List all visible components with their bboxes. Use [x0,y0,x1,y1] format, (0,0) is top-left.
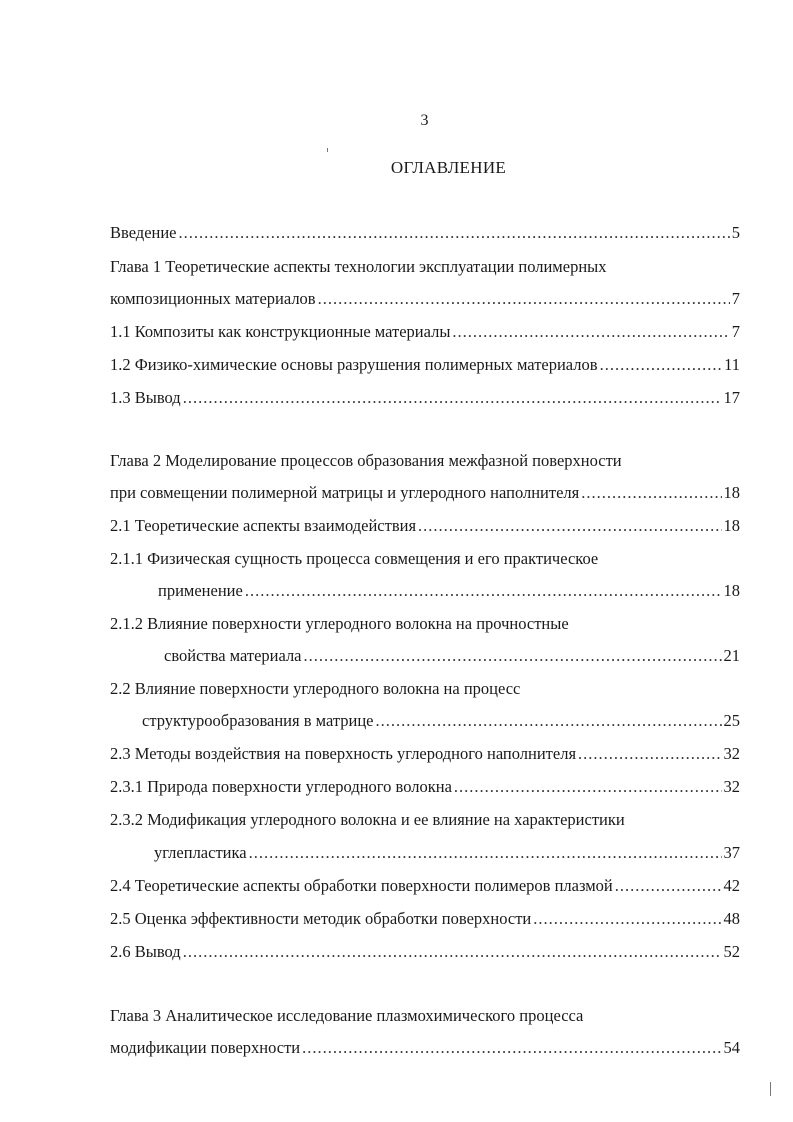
dot-leader [183,385,722,411]
toc-entry-2-6[interactable] [110,939,740,965]
page-title: ОГЛАВЛЕНИЕ [390,158,507,177]
toc-entry-text: 2.6 Вывод [110,942,181,961]
dot-leader [578,741,721,767]
toc-entry-page: 7 [731,289,740,308]
toc-entry-text: 2.3 Методы воздействия на поверхность углеродного наполнителя [110,744,577,763]
toc-entry-2-1-2[interactable] [110,643,740,669]
toc-entry-page: 54 [723,1038,740,1057]
toc-entry-text: Введение [110,223,177,242]
toc-entry-page: 42 [723,876,740,895]
toc-entry-text: 2.1 Теоретические аспекты взаимодействия [110,516,417,535]
dot-leader [302,1035,721,1061]
scan-speck [770,1082,771,1096]
toc-entry-text: 1.3 Вывод [110,388,181,407]
dot-leader [533,906,721,932]
dot-leader [245,578,722,604]
toc-entry-2-3[interactable] [110,741,740,767]
toc-entry-2-4[interactable] [110,873,740,899]
toc-entry-chapter-2[interactable] [110,480,740,506]
toc-entry-page: 32 [723,777,740,796]
toc-entry-page: 25 [723,711,740,730]
toc-entry-2-2[interactable] [110,708,740,734]
toc-entry-page: 17 [723,388,740,407]
toc-subsection-2-3-2-heading: 2.3.2 Модификация углеродного волокна и ее влияние на характеристики [110,810,625,829]
toc-entry-2-1[interactable] [110,513,740,539]
toc-entry-text: 2.4 Теоретические аспекты обработки поверхности полимеров плазмой [110,876,613,895]
toc-entry-page: 32 [723,744,740,763]
toc-entry-text: 1.2 Физико-химические основы разрушения полимерных материалов [110,355,598,374]
dot-leader [418,513,721,539]
toc-entry-text: свойства материала [164,646,302,665]
toc-entry-page: 37 [723,843,740,862]
toc-subsection-2-1-1-heading: 2.1.1 Физическая сущность процесса совмещения и его практическое [110,549,599,568]
toc-entry-1-2[interactable] [110,352,740,378]
toc-subsection-2-1-2-heading: 2.1.2 Влияние поверхности углеродного волокна на прочностные [110,614,569,633]
toc-entry-page: 5 [731,223,740,242]
toc-entry-1-1[interactable] [110,319,740,345]
dot-leader [452,319,729,345]
dot-leader [318,286,730,312]
toc-entry-2-1-1[interactable] [110,578,740,604]
toc-chapter-2-heading: Глава 2 Моделирование процессов образования межфазной поверхности [110,451,622,470]
toc-entry-text: 2.5 Оценка эффективности методик обработки поверхности [110,909,532,928]
dot-leader [376,708,722,734]
toc-entry-text: 2.3.1 Природа поверхности углеродного волокна [110,777,452,796]
toc-entry-page: 21 [723,646,740,665]
toc-entry-intro[interactable] [110,220,740,246]
toc-entry-2-3-2[interactable] [110,840,740,866]
toc-entry-2-5[interactable] [110,906,740,932]
dot-leader [454,774,722,800]
page-number: 3 [420,112,429,129]
dot-leader [304,643,722,669]
toc-entry-page: 48 [723,909,740,928]
toc-entry-text: структурообразования в матрице [142,711,374,730]
toc-entry-text: композиционных материалов [110,289,316,308]
scan-speck [327,148,328,152]
toc-entry-chapter-3[interactable] [110,1035,740,1061]
dot-leader [600,352,723,378]
toc-entry-page: 18 [723,581,740,600]
toc-entry-page: 52 [723,942,740,961]
dot-leader [179,220,730,246]
toc-entry-1-3[interactable] [110,385,740,411]
toc-entry-page: 11 [724,355,740,374]
toc-entry-text: применение [158,581,243,600]
toc-entry-text: углепластика [154,843,247,862]
toc-entry-page: 18 [723,516,740,535]
toc-entry-text: 1.1 Композиты как конструкционные материалы [110,322,451,341]
toc-chapter-1-heading: Глава 1 Теоретические аспекты технологии эксплуатации полимерных [110,257,607,276]
toc-entry-2-3-1[interactable] [110,774,740,800]
toc-entry-page: 18 [723,483,740,502]
dot-leader [581,480,721,506]
toc-section-2-2-heading: 2.2 Влияние поверхности углеродного волокна на процесс [110,679,521,698]
toc-entry-text: модификации поверхности [110,1038,301,1057]
toc-entry-text: при совмещении полимерной матрицы и углеродного наполнителя [110,483,580,502]
dot-leader [183,939,722,965]
dot-leader [615,873,722,899]
toc-entry-page: 7 [731,322,740,341]
toc-chapter-3-heading: Глава 3 Аналитическое исследование плазмохимического процесса [110,1006,584,1025]
dot-leader [249,840,722,866]
toc-entry-chapter-1[interactable] [110,286,740,312]
